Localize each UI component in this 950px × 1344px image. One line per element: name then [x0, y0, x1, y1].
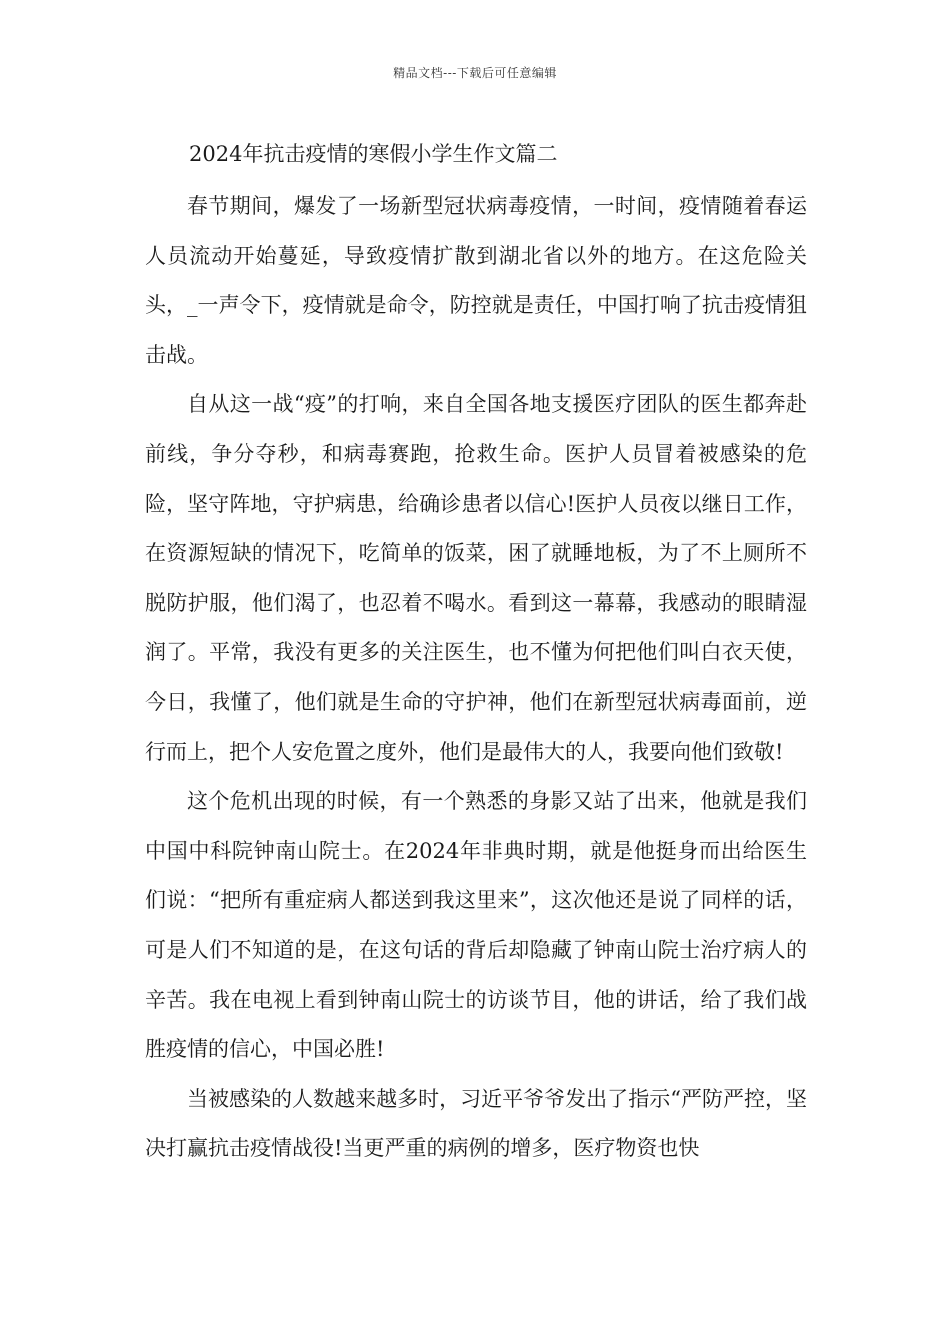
- page-header: 精品文档---下载后可任意编辑: [393, 66, 557, 80]
- paragraph-3: 这个危机出现的时候，有一个熟悉的身影又站了出来，他就是我们中国中科院钟南山院士。在2024年非典时期，就是他挺身而出给医生们说：“把所有重症病人都送到我这里来”，这次他还是说了同样的话，可是人们不知道的是，在这句话的背后却隐藏了钟南山院士治疗病人的辛苦。我在电视上看到钟南山院士的访谈节目，他的讲话，给了我们战胜疫情的信心，中国必胜!: [145, 789, 807, 1062]
- paragraph-1: 春节期间，爆发了一场新型冠状病毒疫情，一时间，疫情随着春运人员流动开始蔓延，导致疫情扩散到湖北省以外的地方。在这危险关头，_一声令下，疫情就是命令，防控就是责任，中国打响了抗击疫情狙击战。: [145, 194, 807, 367]
- document-body: [145, 182, 807, 1174]
- paragraph-2: 自从这一战“疫”的打响，来自全国各地支援医疗团队的医生都奔赴前线，争分夺秒，和病毒赛跑，抢救生命。医护人员冒着被感染的危险，坚守阵地，守护病患，给确诊患者以信心!医护人员夜以继日工作，在资源短缺的情况下，吃简单的饭菜，困了就睡地板，为了不上厕所不脱防护服，他们渴了，也忍着不喝水。看到这一幕幕，我感动的眼睛湿润了。平常，我没有更多的关注医生，也不懂为何把他们叫白衣天使，今日，我懂了，他们就是生命的守护神，他们在新型冠状病毒面前，逆行而上，把个人安危置之度外，他们是最伟大的人，我要向他们致敬!: [145, 392, 807, 764]
- paragraph-4: 当被感染的人数越来越多时，习近平爷爷发出了指示“严防严控，坚决打赢抗击疫情战役!当更严重的病例的增多，医疗物资也快: [145, 1086, 807, 1161]
- document-title: 2024年抗击疫情的寒假小学生作文篇二: [189, 142, 558, 166]
